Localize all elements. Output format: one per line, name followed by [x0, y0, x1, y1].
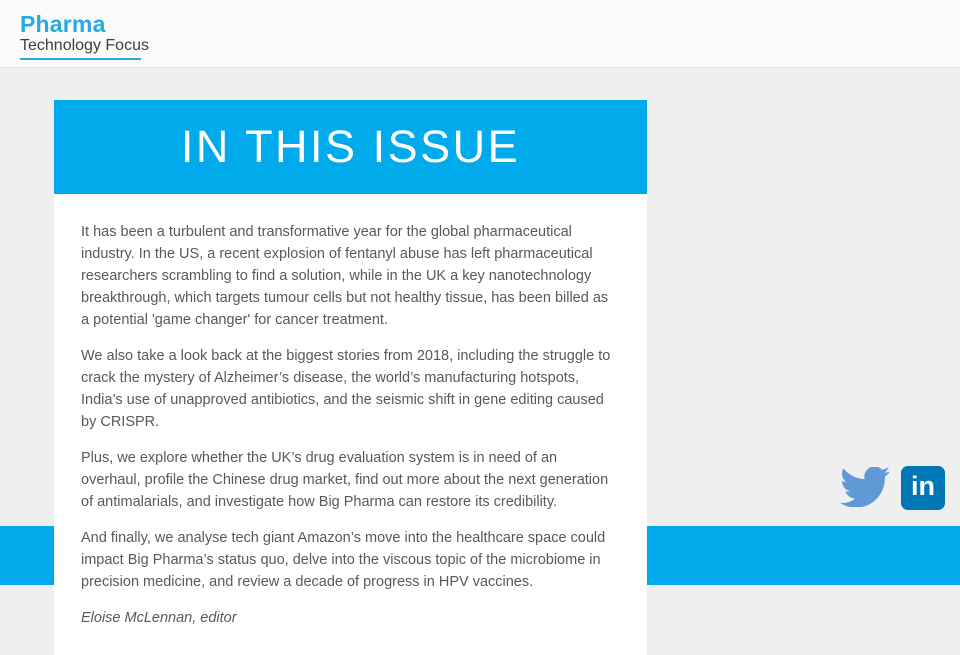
paragraph: Plus, we explore whether the UK’s drug evaluation system is in need of an overhaul, profile the Chinese drug market, find out more about the next generation of antimalarials, and investigate how Big Pharma can restore its credibility.	[81, 450, 609, 510]
paragraph: It has been a turbulent and transformative year for the global pharmaceutical industry. In the US, a recent explosion of fentanyl abuse has left pharmaceutical researchers scrambling to find a solution, while in the UK a key nanotechnology breakthrough, which targets tumour cells but not healthy tissue, has been billed as a potential 'game changer' for cancer treatment.	[81, 224, 609, 328]
editor-byline: Eloise McLennan, editor	[81, 610, 237, 626]
brand-underline	[20, 58, 141, 60]
issue-banner	[54, 100, 647, 194]
masthead	[0, 0, 960, 68]
linkedin-icon[interactable]: in	[901, 466, 945, 510]
twitter-icon[interactable]	[840, 467, 890, 507]
brand-tagline: Technology Focus	[20, 37, 149, 55]
paragraph: And finally, we analyse tech giant Amazon’s move into the healthcare space could impact Big Pharma’s status quo, delve into the viscous topic of the microbiome in precision medicine, and review a decade of progress in HPV vaccines.	[81, 530, 606, 590]
article-card	[54, 100, 647, 655]
article-body	[54, 194, 647, 629]
issue-title: IN THIS ISSUE	[180, 121, 521, 172]
paragraph: We also take a look back at the biggest stories from 2018, including the struggle to crack the mystery of Alzheimer’s disease, the world’s manufacturing hotspots, India’s use of unapproved antibiotics, and the seismic shift in gene editing caused by CRISPR.	[81, 348, 611, 430]
brand-name: Pharma	[20, 11, 106, 37]
brand-logo[interactable]	[20, 12, 149, 60]
social-links	[840, 466, 945, 510]
